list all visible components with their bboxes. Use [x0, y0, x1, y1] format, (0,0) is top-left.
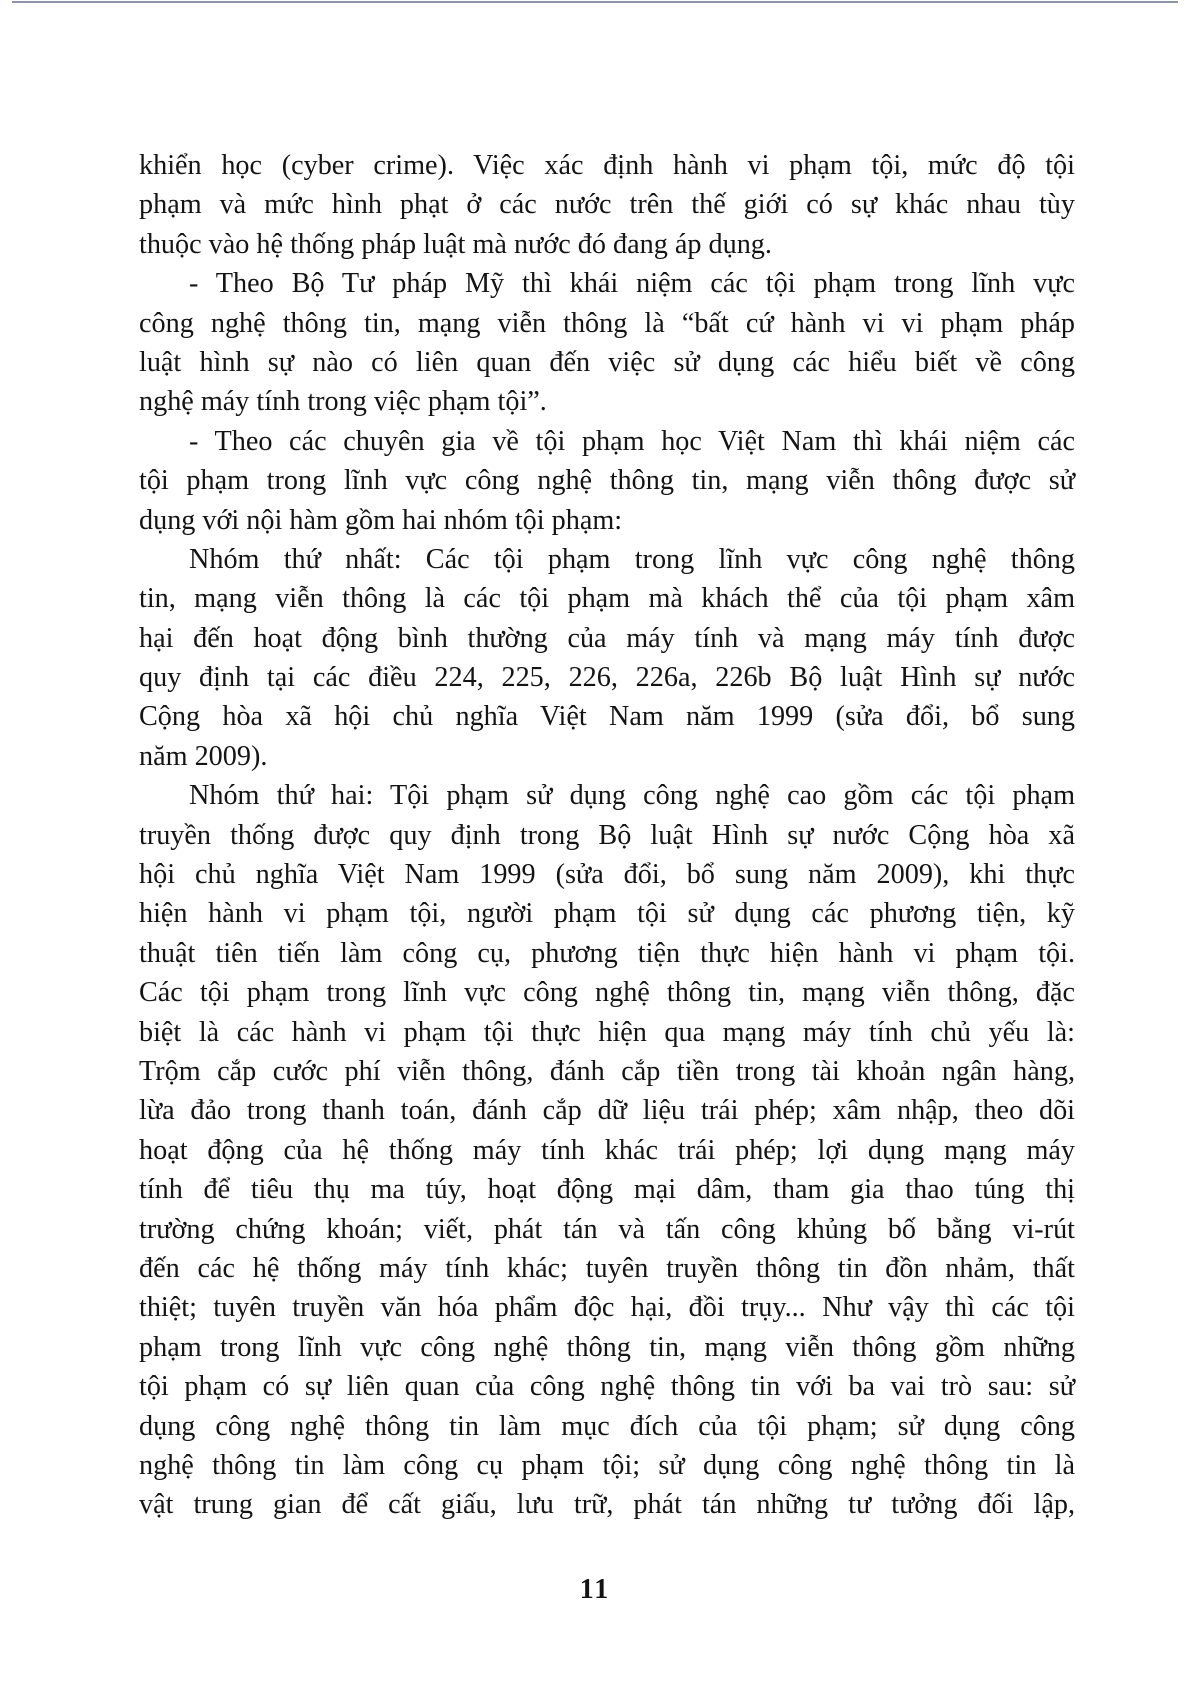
- text-line: dụng với nội hàm gồm hai nhóm tội phạm:: [139, 504, 623, 536]
- text-line: biệt là các hành vi phạm tội thực hiện qua mạng máy tính chủ yếu là:: [139, 1016, 1075, 1048]
- text-line: Trộm cắp cước phí viễn thông, đánh cắp tiền trong tài khoản ngân hàng,: [139, 1055, 1075, 1087]
- body-text: [139, 146, 1075, 1525]
- text-line: phạm trong lĩnh vực công nghệ thông tin, mạng viễn thông gồm những: [139, 1331, 1075, 1363]
- text-line: quy định tại các điều 224, 225, 226, 226a, 226b Bộ luật Hình sự nước: [139, 662, 1075, 694]
- scan-top-border: [12, 1, 1178, 3]
- text-line: thuật tiên tiến làm công cụ, phương tiện thực hiện hành vi phạm tội.: [139, 937, 1075, 969]
- text-line: truyền thống được quy định trong Bộ luật Hình sự nước Cộng hòa xã: [139, 819, 1075, 851]
- text-line: hội chủ nghĩa Việt Nam 1999 (sửa đổi, bổ sung năm 2009), khi thực: [139, 859, 1075, 891]
- text-line: nghệ máy tính trong việc phạm tội”.: [139, 386, 547, 418]
- text-line: vật trung gian để cất giấu, lưu trữ, phát tán những tư tưởng đối lập,: [139, 1489, 1075, 1521]
- text-line: đến các hệ thống máy tính khác; tuyên truyền thông tin đồn nhảm, thất: [139, 1252, 1075, 1284]
- text-line: thuộc vào hệ thống pháp luật mà nước đó đang áp dụng.: [139, 228, 772, 260]
- text-line: thiệt; tuyên truyền văn hóa phẩm độc hại, đồi trụy... Như vậy thì các tội: [139, 1292, 1075, 1324]
- text-line: công nghệ thông tin, mạng viễn thông là “bất cứ hành vi vi phạm pháp: [139, 307, 1075, 339]
- text-line: tính để tiêu thụ ma túy, hoạt động mại dâm, tham gia thao túng thị: [139, 1174, 1075, 1206]
- text-line: tin, mạng viễn thông là các tội phạm mà khách thể của tội phạm xâm: [139, 583, 1075, 615]
- text-line: Cộng hòa xã hội chủ nghĩa Việt Nam năm 1999 (sửa đổi, bổ sung: [139, 701, 1075, 733]
- text-line: tội phạm có sự liên quan của công nghệ thông tin với ba vai trò sau: sử: [139, 1371, 1075, 1403]
- text-line: Nhóm thứ nhất: Các tội phạm trong lĩnh vực công nghệ thông: [189, 543, 1075, 575]
- text-line: tội phạm trong lĩnh vực công nghệ thông tin, mạng viễn thông được sử: [139, 465, 1075, 497]
- text-line: - Theo Bộ Tư pháp Mỹ thì khái niệm các tội phạm trong lĩnh vực: [189, 268, 1075, 300]
- text-line: nghệ thông tin làm công cụ phạm tội; sử dụng công nghệ thông tin là: [139, 1449, 1075, 1481]
- text-line: lừa đảo trong thanh toán, đánh cắp dữ liệu trái phép; xâm nhập, theo dõi: [139, 1095, 1075, 1127]
- text-line: luật hình sự nào có liên quan đến việc sử dụng các hiểu biết về công: [139, 346, 1075, 378]
- text-line: - Theo các chuyên gia về tội phạm học Việt Nam thì khái niệm các: [189, 425, 1075, 457]
- text-line: hiện hành vi phạm tội, người phạm tội sử dụng các phương tiện, kỹ: [139, 898, 1075, 930]
- text-line: phạm và mức hình phạt ở các nước trên thế giới có sự khác nhau tùy: [139, 189, 1075, 221]
- text-line: hại đến hoạt động bình thường của máy tính và mạng máy tính được: [139, 622, 1075, 654]
- text-line: trường chứng khoán; viết, phát tán và tấn công khủng bố bằng vi-rút: [139, 1213, 1075, 1245]
- text-line: hoạt động của hệ thống máy tính khác trái phép; lợi dụng mạng máy: [139, 1134, 1075, 1166]
- text-line: năm 2009).: [139, 740, 268, 772]
- text-line: Các tội phạm trong lĩnh vực công nghệ thông tin, mạng viễn thông, đặc: [139, 977, 1075, 1009]
- page-number: 11: [579, 1574, 611, 1605]
- text-line: dụng công nghệ thông tin làm mục đích của tội phạm; sử dụng công: [139, 1410, 1075, 1442]
- text-line: khiển học (cyber crime). Việc xác định hành vi phạm tội, mức độ tội: [139, 150, 1075, 181]
- text-line: Nhóm thứ hai: Tội phạm sử dụng công nghệ cao gồm các tội phạm: [189, 780, 1075, 812]
